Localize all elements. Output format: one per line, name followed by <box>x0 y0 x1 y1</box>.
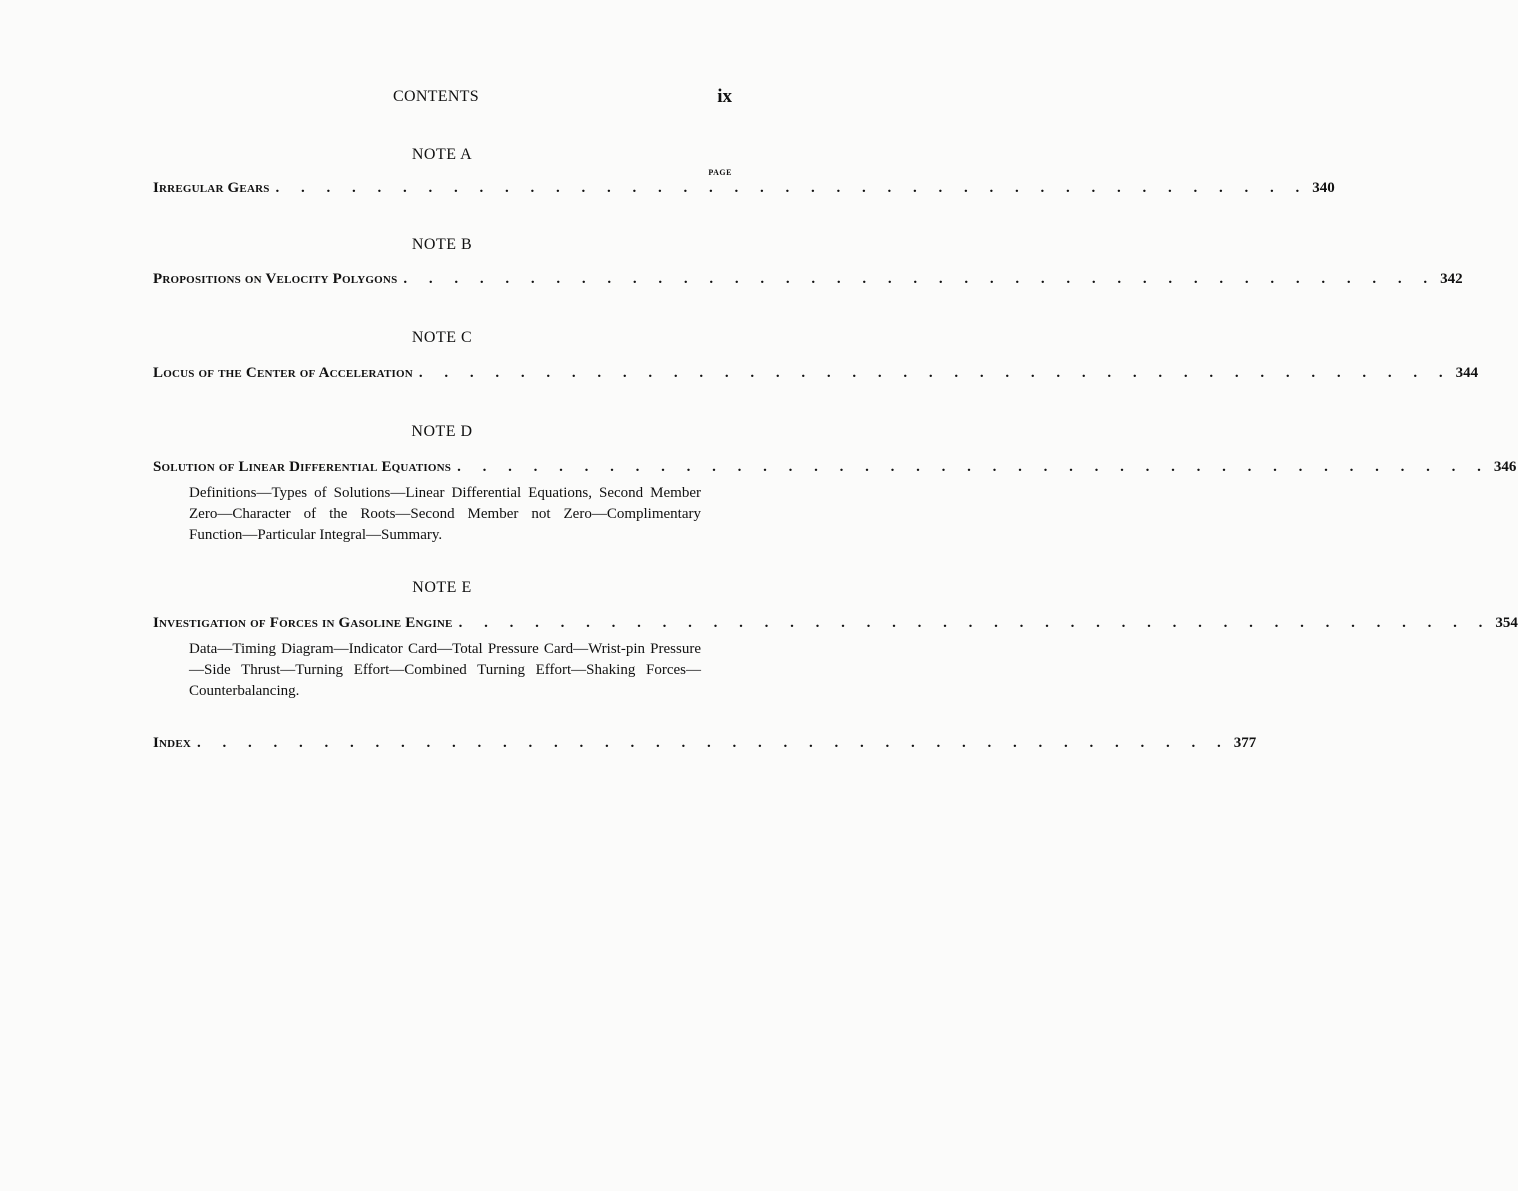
toc-entry-index[interactable] <box>153 735 1257 755</box>
page-number: ix <box>717 86 732 107</box>
note-heading: NOTE C <box>411 329 473 346</box>
entry-title: Investigation of Forces in Gasoline Engine <box>153 615 453 631</box>
note-heading: NOTE B <box>411 236 473 253</box>
entry-page: 344 <box>1455 365 1479 381</box>
entry-title: Index <box>153 735 192 751</box>
entry-page: 342 <box>1440 271 1463 287</box>
dot-leader: . . . . . . . . . . . . . . . . . . . . . . . . . . . . . . . . . . . . . . . . . <box>197 735 1230 751</box>
running-title: CONTENTS <box>393 88 479 105</box>
dot-leader: . . . . . . . . . . . . . . . . . . . . . . . . . . . . . . . . . . . . . . . . . <box>418 365 1452 381</box>
entry-title: Propositions on Velocity Polygons <box>153 271 398 287</box>
entry-title: Solution of Linear Differential Equations <box>153 459 452 475</box>
toc-entry[interactable] <box>153 615 1518 635</box>
dot-leader: . . . . . . . . . . . . . . . . . . . . . . . . . . . . . . . . . . . . . . . . . <box>403 271 1437 287</box>
dot-leader: . . . . . . . . . . . . . . . . . . . . . . . . . . . . . . . . . . . . . . . . . <box>457 459 1490 475</box>
toc-entry[interactable] <box>153 365 1479 385</box>
entry-description: Data—Timing Diagram—Indicator Card—Total Pressure Card—Wrist-pin Pressure—Side Thrust—Turning Effort—Combined Turning Effort—Shaking Forces—Counterbalancing. <box>189 641 701 699</box>
toc-entry[interactable] <box>153 459 1517 479</box>
page-column-label: PAGE <box>708 168 732 177</box>
note-heading: NOTE E <box>412 579 472 596</box>
entry-title: Locus of the Center of Acceleration <box>153 365 413 381</box>
dot-leader: . . . . . . . . . . . . . . . . . . . . . . . . . . . . . . . . . . . . . . . . . <box>275 180 1309 196</box>
note-heading: NOTE A <box>411 146 473 163</box>
note-heading: NOTE D <box>411 423 473 440</box>
dot-leader: . . . . . . . . . . . . . . . . . . . . . . . . . . . . . . . . . . . . . . . . . <box>458 615 1492 631</box>
entry-page: 354 <box>1495 615 1518 631</box>
running-head <box>0 88 840 110</box>
entry-description: Definitions—Types of Solutions—Linear Differential Equations, Second Member Zero—Character of the Roots—Second Member not Zero—Complimentary Function—Particular Integral—Summary. <box>189 485 701 543</box>
entry-page: 377 <box>1233 735 1257 751</box>
entry-page: 340 <box>1312 180 1335 196</box>
entry-page: 346 <box>1493 459 1517 475</box>
toc-entry[interactable] <box>153 271 1463 291</box>
toc-entry[interactable] <box>153 180 1335 200</box>
entry-title: Irregular Gears <box>153 180 270 196</box>
